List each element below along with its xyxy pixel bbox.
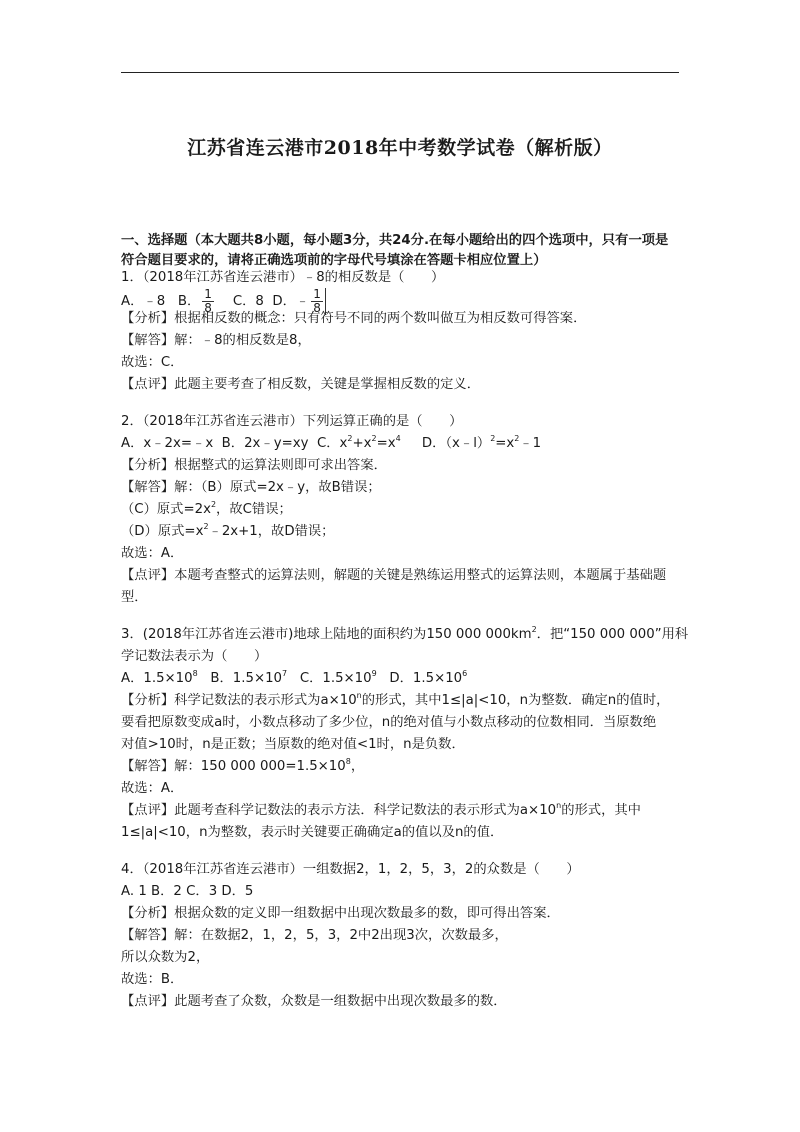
q3-option-b: B．$1.5\times 10^7$ [210,669,288,686]
q2-option-c: C．$x^2+x^2=x^4$ [316,434,401,451]
q2-choose: 故选：A． [121,546,184,561]
fraction-denominator: 8 [204,300,212,315]
q2-option-b: B．2x﹣y=xy [221,436,309,451]
q2-comment-line2: 型． [121,590,148,605]
q2-option-a: A．x﹣2x=﹣x [121,436,214,451]
q1-option-a: A．﹣8 [121,294,166,309]
q2-options [121,434,541,454]
q4-solution-line1: 【解答】解：在数据2，1，2，5，3，2中2出现3次，次数最多， [121,928,508,943]
fraction-denominator: 8 [313,300,321,315]
header-rule [121,72,679,73]
q3-analysis-line1: 【分析】科学记数法的表示形式为$a\times 10^n$的形式，其中1≤|a|<10，n为整数．确定n的值时， [121,691,670,708]
q1-analysis: 【分析】根据相反数的概念：只有符号不同的两个数叫做互为相反数可得答案． [121,311,587,326]
fraction-numerator: 1 [313,286,321,301]
q4-options: A. 1 B．2 C．3 D．5 [121,884,254,899]
q2-comment-line1: 【点评】本题考查整式的运算法则，解题的关键是熟练运用整式的运算法则，本题属于基础题 [121,568,667,583]
q1-option-b-label: B． [177,294,201,309]
q2-option-d: D．$(x﹣l)^2=x^2﹣1$ [421,434,542,451]
q3-choose: 故选：A． [121,781,184,796]
section-heading-line1: 一、选择题（本大题共8小题，每小题3分，共24分.在每小题给出的四个选项中，只有一项是 [121,233,669,248]
q3-stem-line1: 3．(2018年江苏省连云港市)地球上陆地的面积约为150 000 $000km^2$．把“150 000 000”用科 [121,625,689,642]
fraction-numerator: 1 [204,286,212,301]
q1-option-c: C．8 [232,294,264,309]
q2-solution-b: 【解答】解：（B）原式=2x﹣y，故B错误； [121,480,381,495]
q1-solution: 【解答】解：﹣8的相反数是8， [121,333,311,348]
q3-option-c: C．$1.5\times 10^9$ [299,669,377,686]
q2-analysis: 【分析】根据整式的运算法则即可求出答案． [121,458,387,473]
q3-comment-line1: 【点评】此题考查科学记数法的表示方法．科学记数法的表示形式为$a\times 10^n$的形式，其中 [121,801,641,818]
q4-analysis: 【分析】根据众数的定义即一组数据中出现次数最多的数，即可得出答案． [121,906,560,921]
q2-solution-c: （C）原式$=2x^2$，故C错误； [121,500,292,517]
q3-options [121,669,467,689]
q4-choose: 故选：B． [121,972,184,987]
q1-choose: 故选：C． [121,355,184,370]
page-title: 江苏省连云港市2018年中考数学试卷（解析版） [187,137,613,159]
q4-solution-line2: 所以众数为2， [121,950,210,965]
q4-stem: 4．（2018年江苏省连云港市）一组数据2，1，2，5，3，2的众数是（ ） [121,862,580,877]
q2-stem: 2．（2018年江苏省连云港市）下列运算正确的是（ ） [121,414,463,429]
q3-option-d: D．$1.5\times 10^6$ [389,669,468,686]
q3-stem-line2: 学记数法表示为（ ） [121,649,268,664]
q1-comment: 【点评】此题主要考查了相反数，关键是掌握相反数的定义． [121,377,481,392]
q3-solution: 【解答】解：150 000 $000=1.5\times 10^8$， [121,757,365,774]
section-heading-line2: 符合题目要求的，请将正确选项前的字母代号填涂在答题卡相应位置上） [121,253,547,268]
q2-solution-d: （D）原式$=x^2﹣2x+1$，故D错误； [121,522,335,539]
q3-analysis-line3: 对值>10时，n是正数；当原数的绝对值<1时，n是负数． [121,737,465,752]
q4-comment: 【点评】此题考查了众数，众数是一组数据中出现次数最多的数． [121,994,507,1009]
q1-option-d-label: D．﹣ [272,294,310,309]
q3-analysis-line2: 要看把原数变成a时，小数点移动了多少位，n的绝对值与小数点移动的位数相同．当原数绝 [121,715,657,730]
q1-stem: 1．（2018年江苏省连云港市）﹣8的相反数是（ ） [121,270,445,285]
q3-comment-line2: 1≤|a|<10，n为整数，表示时关键要正确确定a的值以及n的值． [121,825,504,840]
q3-option-a: A．$1.5\times 10^8$ [121,669,198,686]
